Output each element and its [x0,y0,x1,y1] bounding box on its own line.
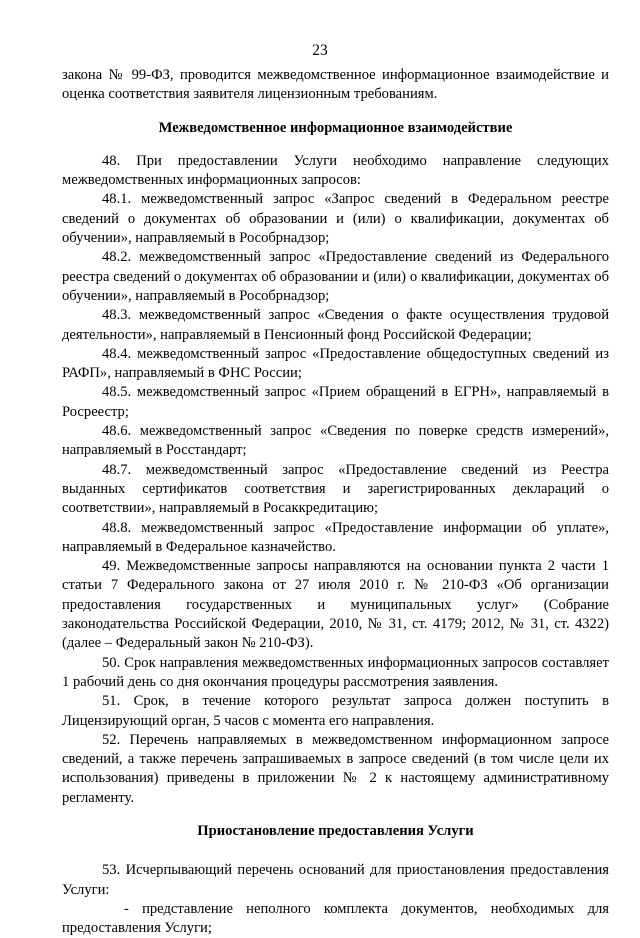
list-item: - представление неполного комплекта документов, необходимых для предоставления Услуги; [62,900,609,937]
paragraph-51: 51. Срок, в течение которого результат запроса должен поступить в Лицензирующий орган, 5 часов с момента его направления. [62,693,609,729]
paragraph-48-8: 48.8. межведомственный запрос «Предоставление информации об уплате», направляемый в Федеральное казначейство. [62,519,609,555]
paragraph-48-2: 48.2. межведомственный запрос «Предоставление сведений из Федерального реестра сведений о документах об образовании и (или) о квалификации, документах об обучении», направляемый в Рособрнадзор; [62,249,609,304]
paragraph-49: 49. Межведомственные запросы направляются на основании пункта 2 части 1 статьи 7 Федерального закона от 27 июля 2010 г. № 210-ФЗ «Об организации предоставления государственных и муниципальных услуг» (Собрание законодательства Российской Федерации, 2010, № 31, ст. 4179; 2012, № 31, ст. 4322) (далее – Федеральный закон № 210-ФЗ). [62,558,609,652]
paragraph-52: 52. Перечень направляемых в межведомственном информационном запросе сведений, а также перечень запрашиваемых в запросе сведений (в том числе цели их использования) приведены в приложении № 2 к настоящему административному регламенту. [62,731,609,806]
paragraph-48-4: 48.4. межведомственный запрос «Предоставление общедоступных сведений из РАФП», направляемый в ФНС России; [62,345,609,382]
paragraph-48-7: 48.7. межведомственный запрос «Предоставление сведений из Реестра выданных сертификатов соответствия и зарегистрированных деклараций о соответствии», направляемый в Росаккредитацию; [62,461,609,517]
paragraph-48-5: 48.5. межведомственный запрос «Прием обращений в ЕГРН», направляемый в Росреестр; [62,384,609,420]
section-heading-suspension: Приостановление предоставления Услуги [197,822,474,839]
paragraph-50: 50. Срок направления межведомственных информационных запросов составляет 1 рабочий день со дня окончания процедуры рассмотрения заявления. [62,654,609,690]
paragraph-48-6: 48.6. межведомственный запрос «Сведения по поверке средств измерений», направляемый в Росстандарт; [62,423,609,459]
paragraph-53: 53. Исчерпывающий перечень оснований для приостановления предоставления Услуги: [62,862,609,898]
intro-paragraph: закона № 99-ФЗ, проводится межведомственное информационное взаимодействие и оценка соответствия заявителя лицензионным требованиям. [62,67,609,103]
page-number: 23 [312,42,328,59]
document-body [62,66,609,938]
paragraph-48: 48. При предоставлении Услуги необходимо направление следующих межведомственных информационных запросов: [62,152,609,189]
section-heading-interagency: Межведомственное информационное взаимодействие [158,119,513,136]
paragraph-48-1: 48.1. межведомственный запрос «Запрос сведений в Федеральном реестре сведений о документах об образовании и (или) о квалификации, документах об обучении», направляемый в Рособрнадзор; [62,191,609,247]
paragraph-48-3: 48.3. межведомственный запрос «Сведения о факте осуществления трудовой деятельности», направляемый в Пенсионный фонд Российской Федерации; [62,307,609,343]
